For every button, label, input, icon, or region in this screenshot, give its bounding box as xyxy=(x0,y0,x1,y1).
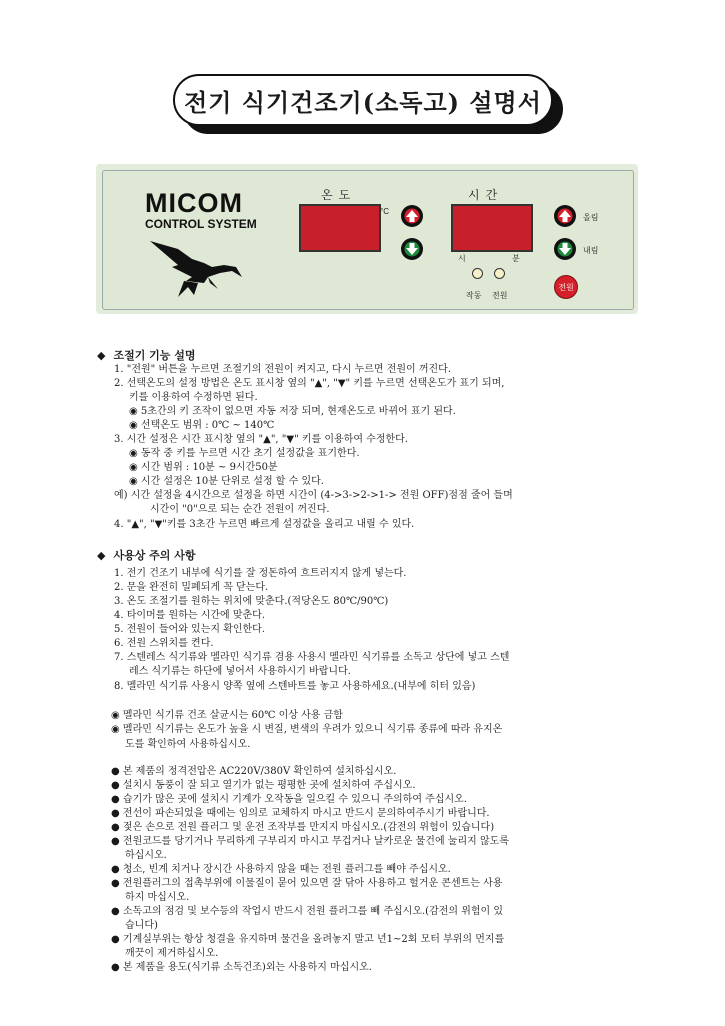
temp-up-button[interactable] xyxy=(401,205,423,227)
section2-line: 레스 식기류는 하단에 넣어서 사용하시기 바랍니다. xyxy=(129,666,351,677)
section1-line: 3. 시간 설정은 시간 표시창 옆의 "▲", "▼" 키를 이용하여 수정한다. xyxy=(114,434,408,445)
temperature-display xyxy=(299,204,381,252)
arrow-down-icon xyxy=(557,241,573,257)
bullet-line: ● 설치시 동풍이 잘 되고 열기가 없는 평평한 곳에 설치하여 주십시오. xyxy=(111,780,416,791)
bullet-line: ● 청소, 빈계 치거나 장시간 사용하지 않을 때는 전원 플러그를 빼야 주십시오. xyxy=(111,864,451,875)
bullet-line: ● 전원코드를 당기거나 무리하게 구부리지 마시고 무겁거나 날카로운 물건에 눌리지 않도록 xyxy=(111,836,509,847)
down-label: 내림 xyxy=(583,246,599,255)
time-up-button[interactable] xyxy=(554,205,576,227)
note-line: ◉ 멜라민 식기류는 온도가 높을 시 변질, 변색의 우려가 있으니 식기류 종류에 따라 유지온 xyxy=(111,724,503,735)
section1-line: ◉ 5초간의 키 조작이 없으면 자동 저장 되며, 현재온도로 바뀌어 표기 된다. xyxy=(129,406,456,417)
section1-line: ◉ 시간 범위 : 10분 ~ 9시간50분 xyxy=(129,462,278,473)
bullet-line: ● 본 제품을 용도(식기류 소독건조)외는 사용하지 마십시오. xyxy=(111,962,372,973)
bullet-line: ● 젖은 손으로 전원 플러그 및 운전 조작부를 만지지 마십시오.(감전의 위험이 있습니다) xyxy=(111,822,495,833)
note-line: 도를 확인하여 사용하십시오. xyxy=(125,739,251,750)
arrow-up-icon xyxy=(557,208,573,224)
bullet-line: 깨끗이 제거하십시오. xyxy=(125,948,219,959)
section1-line: 2. 선택온도의 설정 방법은 온도 표시창 옆의 "▲", "▼" 키를 누르면 선택온도가 표기 되며, xyxy=(114,378,505,389)
time-label: 시간 xyxy=(468,188,504,202)
diamond-icon: ◆ xyxy=(97,549,106,562)
section1-heading-text: 조절기 기능 설명 xyxy=(113,349,196,362)
section2-line: 1. 전기 건조기 내부에 식기를 잘 정돈하여 흐트러지지 않게 넣는다. xyxy=(114,568,407,579)
temperature-label: 온도 xyxy=(321,188,357,202)
bullet-line: ● 소독고의 점검 및 보수등의 작업시 반드시 전원 플러그를 빼 주십시오.(감전의 위험이 있 xyxy=(111,906,504,917)
section1-line: ◉ 선택온도 범위 : 0℃ ~ 140℃ xyxy=(129,420,275,431)
bullet-line: 하지 마십시오. xyxy=(125,892,190,903)
hour-unit: 시 xyxy=(458,254,466,263)
arrow-up-icon xyxy=(404,208,420,224)
section1-line: 4. "▲", "▼"키를 3초간 누르면 빠르게 설정값을 올리고 내릴 수 있다. xyxy=(114,519,415,530)
temp-down-button[interactable] xyxy=(401,238,423,260)
power-label: 전원 xyxy=(492,291,508,300)
bullet-line: ● 전선이 파손되었을 때에는 임의로 교체하지 마시고 반드시 문의하여주시기 바랍니다. xyxy=(111,808,490,819)
section2-line: 5. 전원이 들어와 있는지 확인한다. xyxy=(114,624,266,635)
section2-line: 7. 스텐레스 식기류와 멜라민 식기류 겸용 사용시 멜라민 식기류를 소독고 상단에 넣고 스텐 xyxy=(114,652,510,663)
section1-line: 예) 시간 설정을 4시간으로 설정을 하면 시간이 (4->3->2->1-> 전원 OFF)점점 줄어 들며 xyxy=(114,490,513,501)
section2-heading-text: 사용상 주의 사항 xyxy=(113,549,196,562)
operate-indicator xyxy=(472,268,483,279)
time-display xyxy=(451,204,533,252)
title-banner xyxy=(173,74,563,136)
bullet-line: ● 본 제품의 정격전압은 AC220V/380V 확인하여 설치하십시오. xyxy=(111,766,397,777)
minute-unit: 분 xyxy=(512,254,520,263)
section1-line: ◉ 동작 중 키를 누르면 시간 초기 설정값을 표기한다. xyxy=(129,448,360,459)
celsius-unit: °C xyxy=(380,207,389,216)
operate-label: 작동 xyxy=(466,291,482,300)
section2-heading xyxy=(97,547,196,563)
section1-heading xyxy=(97,347,196,363)
page-title: 전기 식기건조기(소독고) 설명서 xyxy=(173,74,553,126)
power-button[interactable]: 전원 xyxy=(554,275,578,299)
section2-line: 6. 전원 스위치를 켠다. xyxy=(114,638,214,649)
diamond-icon: ◆ xyxy=(97,349,106,362)
section2-line: 8. 멜라민 식기류 사용시 양쪽 옆에 스텐바트를 놓고 사용하세요.(내부에 히터 있음) xyxy=(114,681,476,692)
section2-line: 3. 온도 조절기를 원하는 위치에 맞춘다.(적당온도 80℃/90℃) xyxy=(114,596,389,607)
bullet-line: ● 습기가 많은 곳에 설치시 기계가 오작동을 일으킬 수 있으니 주의하여 주십시오. xyxy=(111,794,467,805)
bullet-line: 습니다) xyxy=(125,920,158,931)
power-indicator xyxy=(494,268,505,279)
note-line: ◉ 멜라민 식기류 건조 살균시는 60℃ 이상 사용 금함 xyxy=(111,710,343,721)
bullet-line: 하십시오. xyxy=(125,850,167,861)
section1-line: ◉ 시간 설정은 10분 단위로 설정 할 수 있다. xyxy=(129,476,324,487)
section1-line: 키를 이용하여 수정하면 된다. xyxy=(129,392,258,403)
arrow-down-icon xyxy=(404,241,420,257)
up-label: 올림 xyxy=(583,213,599,222)
bullet-line: ● 기계실부위는 항상 청결을 유지하며 물건을 올려놓지 말고 년1~2회 모터 부위의 먼지를 xyxy=(111,934,505,945)
time-down-button[interactable] xyxy=(554,238,576,260)
section2-line: 2. 문을 완전히 밀폐되게 꼭 닫는다. xyxy=(114,582,269,593)
section1-line: 시간이 "0"으로 되는 순간 전원이 꺼진다. xyxy=(150,504,330,515)
bullet-line: ● 전원플러그의 접촉부위에 이물질이 묻어 있으면 잘 닦아 사용하고 헐거운 콘센트는 사용 xyxy=(111,878,503,889)
eagle-icon xyxy=(148,237,248,299)
brand-subtitle: CONTROL SYSTEM xyxy=(145,217,257,231)
section2-line: 4. 타이머를 원하는 시간에 맞춘다. xyxy=(114,610,266,621)
section1-line: 1. "전원" 버튼을 누르면 조절기의 전원이 켜지고, 다시 누르면 전원이 꺼진다. xyxy=(114,364,452,375)
brand-logo: MICOM xyxy=(145,188,243,218)
